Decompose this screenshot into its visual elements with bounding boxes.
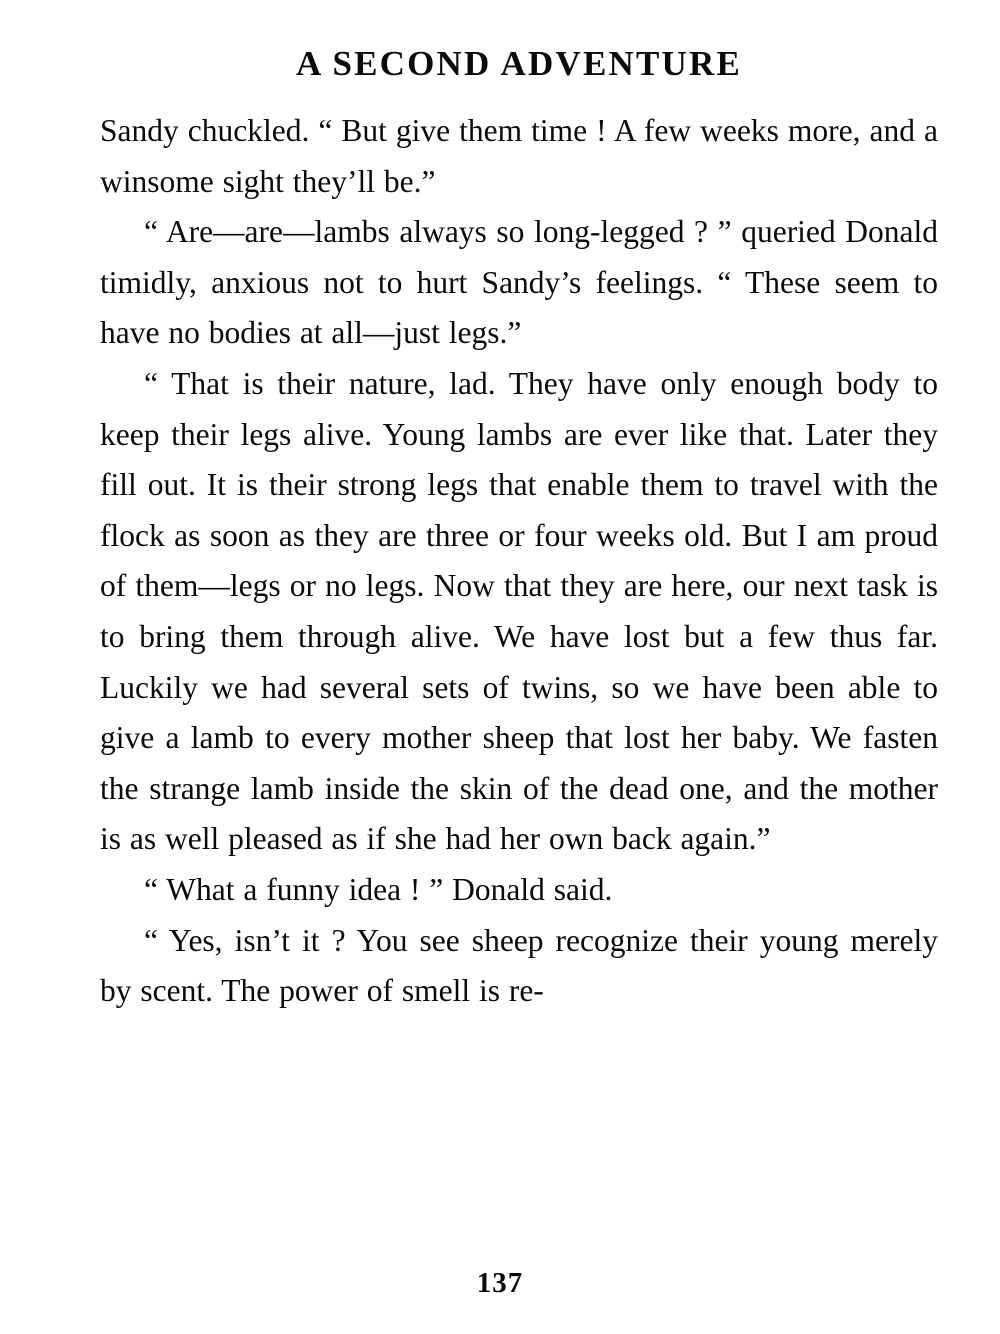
paragraph: “ What a funny idea ! ” Donald said. (144, 871, 613, 907)
paragraph: “ Yes, isn’t it ? You see sheep recognize their young merely by scent. The power of smell is re- (100, 922, 938, 1009)
running-head: A SECOND ADVENTURE (295, 44, 743, 83)
body-text (100, 106, 938, 1017)
paragraph: Sandy chuckled. “ But give them time ! A few weeks more, and a winsome sight they’ll be.” (100, 113, 938, 199)
page-number: 137 (476, 1267, 524, 1299)
paragraph: “ That is their nature, lad. They have only enough body to keep their legs alive. Young lambs are ever like that. Later they fill out. It is their strong legs that enable them to travel with the flock as soon as they are three or four weeks old. But I am proud of them—legs or no legs. Now that they are here, our next task is to bring them through alive. We have lost but a few thus far. Luckily we had several sets of twins, so we have been able to give a lamb to every mother sheep that lost her baby. We fasten the strange lamb inside the skin of the dead one, and the mother is as well pleased as if she had her own back again.” (100, 365, 938, 857)
paragraph: “ Are—are—lambs always so long-legged ? ” queried Donald timidly, anxious not to hurt Sandy’s feelings. “ These seem to have no bodies at all—just legs.” (100, 214, 938, 351)
